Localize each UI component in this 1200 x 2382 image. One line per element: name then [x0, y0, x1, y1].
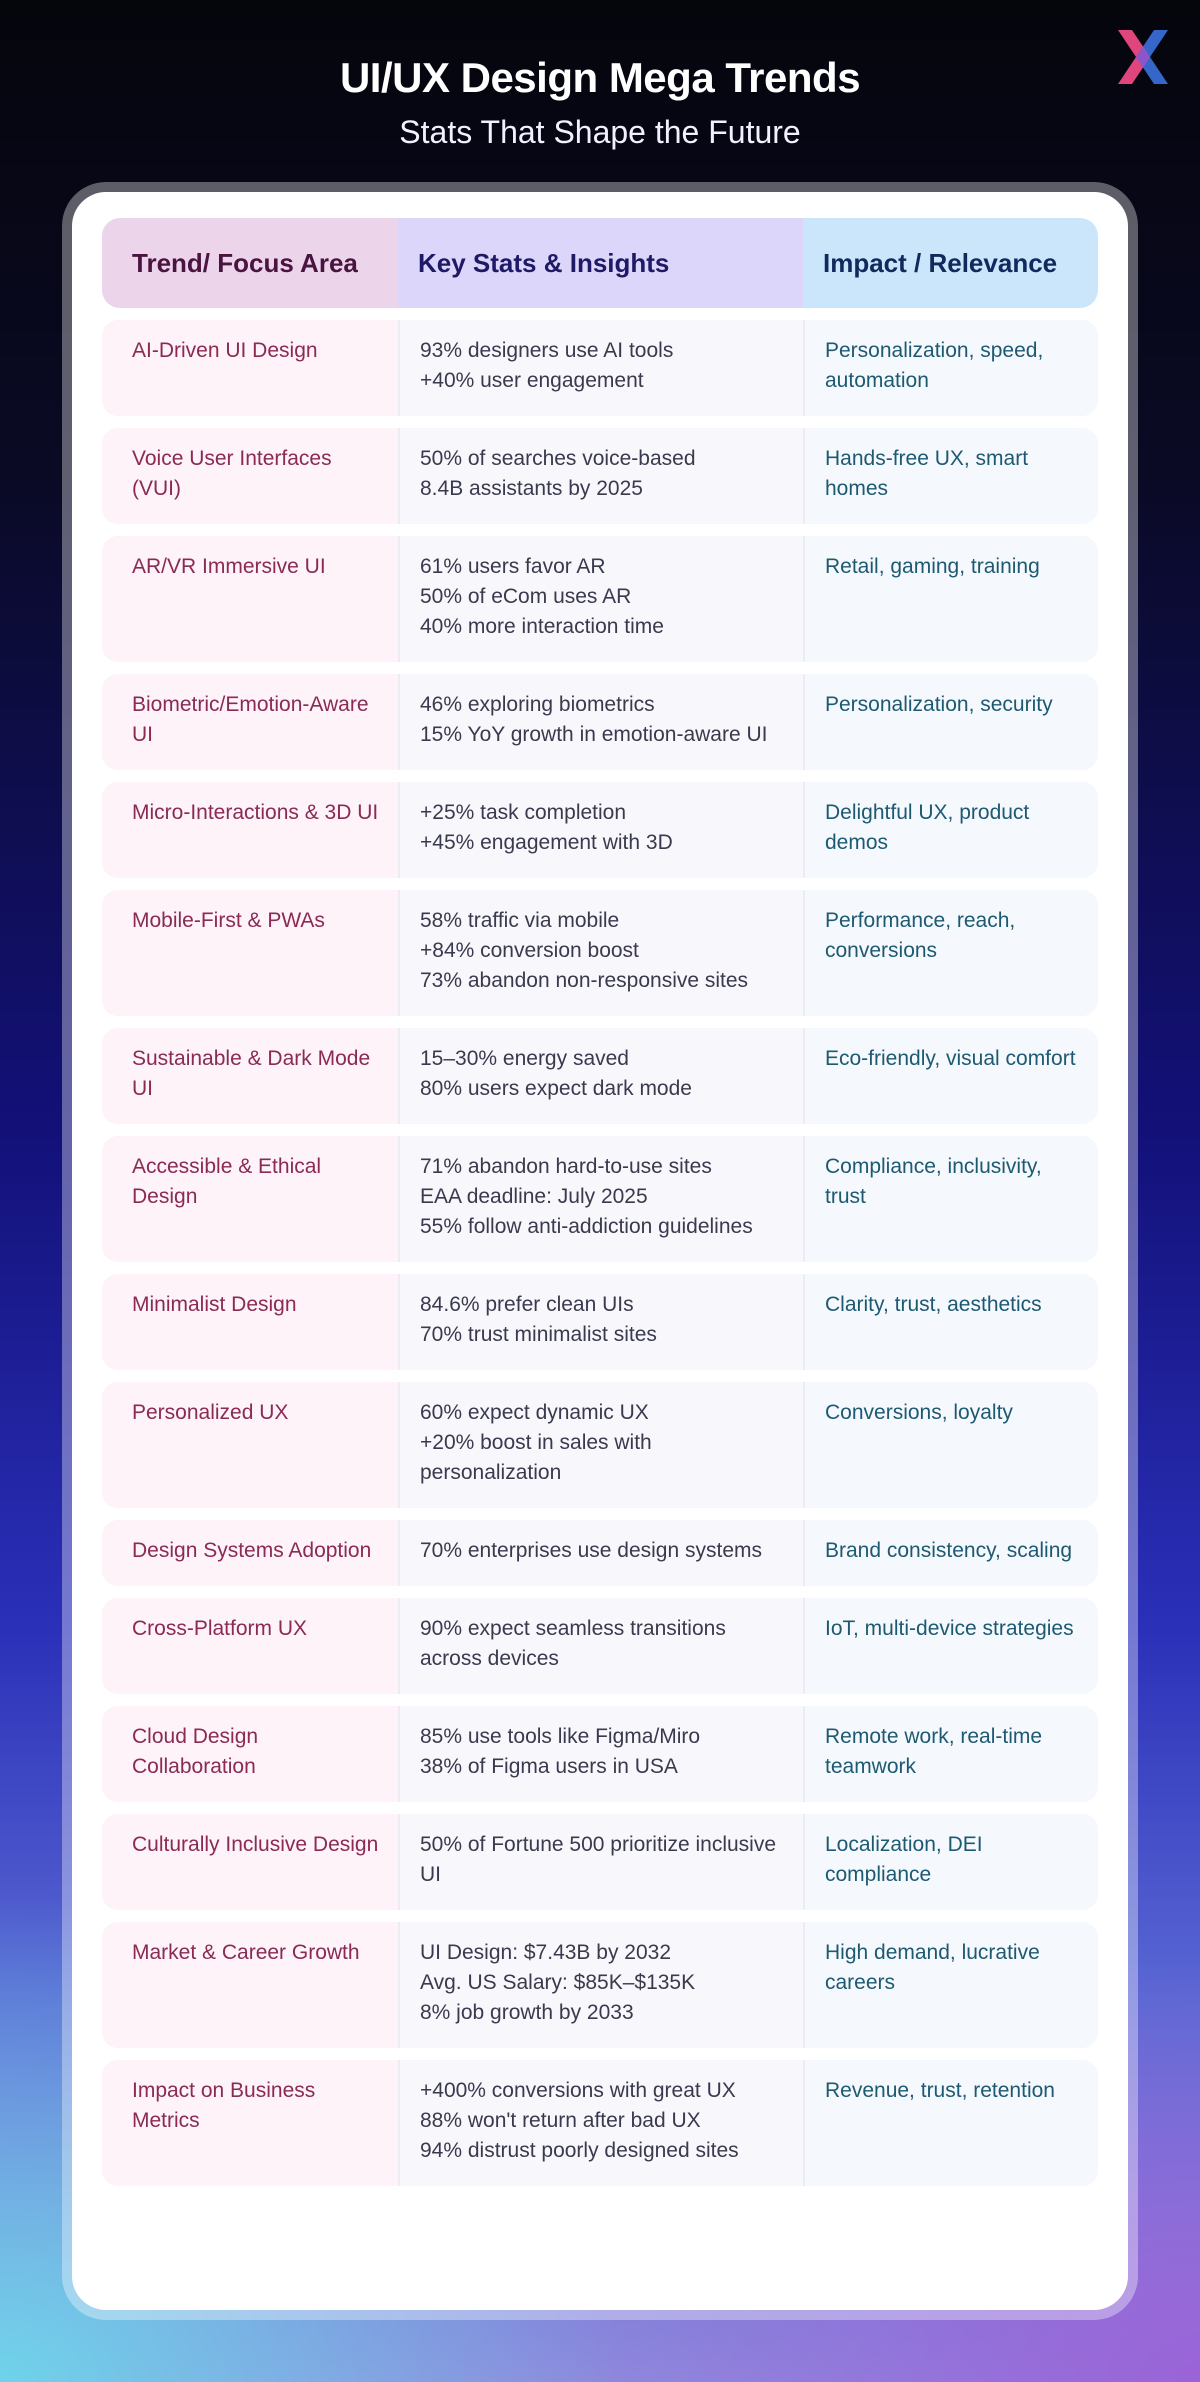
stats-cell [398, 890, 803, 1016]
stat-line: 15% YoY growth in emotion-aware UI [420, 723, 768, 746]
stat-line: +20% boost in sales with personalization [420, 1431, 652, 1484]
trends-table [102, 218, 1098, 2198]
table-row [102, 2060, 1098, 2186]
table-row [102, 320, 1098, 416]
stats-cell [398, 536, 803, 662]
stats-cell [398, 1274, 803, 1370]
stats-cell [398, 428, 803, 524]
impact-cell: High demand, lucrative careers [803, 1922, 1098, 2048]
stat-line: +84% conversion boost [420, 939, 639, 962]
stat-line: 15–30% energy saved [420, 1047, 629, 1070]
stat-line: +25% task completion [420, 801, 627, 824]
stats-cell [398, 1136, 803, 1262]
stat-line: +400% conversions with great UX [420, 2079, 736, 2102]
stat-line: 94% distrust poorly designed sites [420, 2139, 739, 2162]
stat-line: 40% more interaction time [420, 615, 664, 638]
stat-line: 8.4B assistants by 2025 [420, 477, 643, 500]
stat-line: 73% abandon non-responsive sites [420, 969, 749, 992]
stat-line: +40% user engagement [420, 369, 644, 392]
table-row [102, 1814, 1098, 1910]
impact-cell: Compliance, inclusivity, trust [803, 1136, 1098, 1262]
stat-line: 46% exploring biometrics [420, 693, 655, 716]
impact-cell: Revenue, trust, retention [803, 2060, 1098, 2186]
stat-line: EAA deadline: July 2025 [420, 1185, 648, 1208]
trend-cell: Minimalist Design [102, 1274, 398, 1370]
table-row [102, 1028, 1098, 1124]
impact-cell: Retail, gaming, training [803, 536, 1098, 662]
trend-cell: Sustainable & Dark Mode UI [102, 1028, 398, 1124]
impact-cell: Remote work, real-time teamwork [803, 1706, 1098, 1802]
table-row [102, 1274, 1098, 1370]
trend-cell: Market & Career Growth [102, 1922, 398, 2048]
stat-line: 55% follow anti-addiction guidelines [420, 1215, 753, 1238]
impact-cell: Brand consistency, scaling [803, 1520, 1098, 1586]
stat-line: 88% won't return after bad UX [420, 2109, 701, 2132]
stat-line: 58% traffic via mobile [420, 909, 620, 932]
stats-cell [398, 1382, 803, 1508]
impact-cell: Conversions, loyalty [803, 1382, 1098, 1508]
impact-cell: Clarity, trust, aesthetics [803, 1274, 1098, 1370]
table-row [102, 1706, 1098, 1802]
trend-cell: Design Systems Adoption [102, 1520, 398, 1586]
table-row [102, 428, 1098, 524]
table-row [102, 1922, 1098, 2048]
impact-cell: IoT, multi-device strategies [803, 1598, 1098, 1694]
stat-line: 71% abandon hard-to-use sites [420, 1155, 712, 1178]
stat-line: 50% of searches voice-based [420, 447, 696, 470]
trend-cell: Biometric/Emotion-Aware UI [102, 674, 398, 770]
stats-cell [398, 2060, 803, 2186]
stats-cell [398, 674, 803, 770]
trend-cell: Accessible & Ethical Design [102, 1136, 398, 1262]
stats-cell [398, 320, 803, 416]
stat-line: 90% expect seamless transitions across devices [420, 1617, 726, 1670]
table-header [102, 218, 1098, 308]
table-row [102, 1520, 1098, 1586]
trend-cell: Cloud Design Collaboration [102, 1706, 398, 1802]
impact-cell: Performance, reach, conversions [803, 890, 1098, 1016]
impact-cell: Hands-free UX, smart homes [803, 428, 1098, 524]
stat-line: 85% use tools like Figma/Miro [420, 1725, 701, 1748]
trend-cell: AI-Driven UI Design [102, 320, 398, 416]
stats-cell [398, 1814, 803, 1910]
stat-line: 70% enterprises use design systems [420, 1539, 762, 1562]
stat-line: 93% designers use AI tools [420, 339, 674, 362]
stats-cell [398, 1922, 803, 2048]
stat-line: 50% of Fortune 500 prioritize inclusive UI [420, 1833, 777, 1886]
trend-cell: Cross-Platform UX [102, 1598, 398, 1694]
impact-cell: Eco-friendly, visual comfort [803, 1028, 1098, 1124]
trend-cell: Mobile-First & PWAs [102, 890, 398, 1016]
stats-cell [398, 1706, 803, 1802]
table-row [102, 1136, 1098, 1262]
page-title: UI/UX Design Mega Trends [339, 54, 861, 101]
stats-cell [398, 1598, 803, 1694]
stat-line: +45% engagement with 3D [420, 831, 673, 854]
trend-cell: Voice User Interfaces (VUI) [102, 428, 398, 524]
column-header-impact: Impact / Relevance [803, 218, 1098, 308]
table-row [102, 536, 1098, 662]
stat-line: 70% trust minimalist sites [420, 1323, 657, 1346]
table-row [102, 1598, 1098, 1694]
column-header-trend: Trend/ Focus Area [102, 218, 398, 308]
table-row [102, 890, 1098, 1016]
stat-line: 84.6% prefer clean UIs [420, 1293, 634, 1316]
stat-line: 50% of eCom uses AR [420, 585, 632, 608]
trend-cell: Impact on Business Metrics [102, 2060, 398, 2186]
impact-cell: Delightful UX, product demos [803, 782, 1098, 878]
table-row [102, 674, 1098, 770]
impact-cell: Localization, DEI compliance [803, 1814, 1098, 1910]
stat-line: UI Design: $7.43B by 2032 [420, 1941, 671, 1964]
trend-cell: AR/VR Immersive UI [102, 536, 398, 662]
stat-line: 80% users expect dark mode [420, 1077, 692, 1100]
trend-cell: Culturally Inclusive Design [102, 1814, 398, 1910]
stat-line: 8% job growth by 2033 [420, 2001, 634, 2024]
stats-cell [398, 1028, 803, 1124]
impact-cell: Personalization, security [803, 674, 1098, 770]
stats-cell [398, 1520, 803, 1586]
trend-cell: Micro-Interactions & 3D UI [102, 782, 398, 878]
trend-cell: Personalized UX [102, 1382, 398, 1508]
page-subtitle: Stats That Shape the Future [399, 114, 801, 150]
impact-cell: Personalization, speed, automation [803, 320, 1098, 416]
table-row [102, 1382, 1098, 1508]
stat-line: 38% of Figma users in USA [420, 1755, 678, 1778]
trends-card [72, 192, 1128, 2310]
table-row [102, 782, 1098, 878]
table-body [102, 320, 1098, 2186]
column-header-stats: Key Stats & Insights [398, 218, 803, 308]
stat-line: 60% expect dynamic UX [420, 1401, 649, 1424]
stats-cell [398, 782, 803, 878]
stat-line: 61% users favor AR [420, 555, 606, 578]
stat-line: Avg. US Salary: $85K–$135K [420, 1971, 696, 1994]
